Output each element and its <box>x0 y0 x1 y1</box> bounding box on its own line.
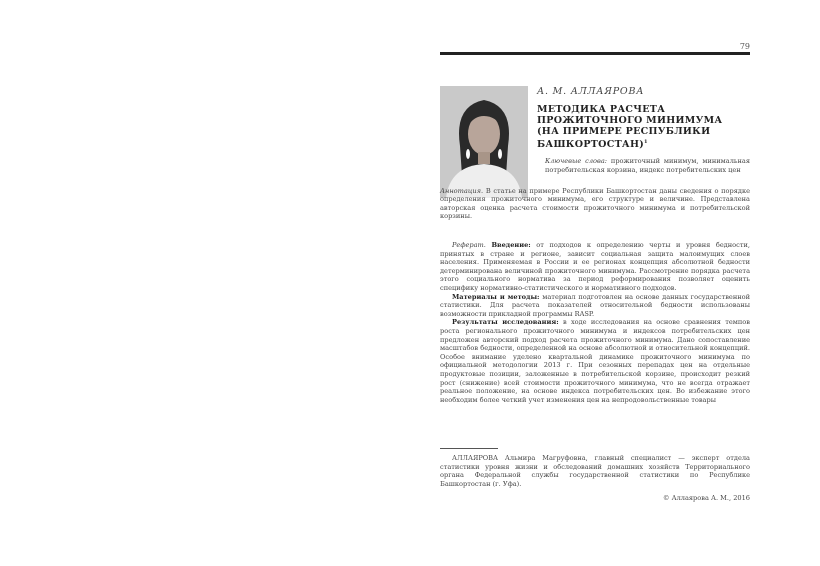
author-footnote <box>440 454 750 488</box>
keywords-text: прожиточный минимум, минимальная потребительская корзина, индекс потребительских цен <box>545 157 750 174</box>
author-name: А. М. АЛЛАЯРОВА <box>537 86 645 97</box>
materials-text: материал подготовлен на основе данных государственной статистики. Для расчета показателей относительной бедности использованы возможности прикладной программы RASP. <box>440 292 750 318</box>
header-rule <box>440 52 750 55</box>
author-photo <box>440 86 528 198</box>
results-text: в ходе исследования на основе сравнения темпов роста регионального прожиточного минимума и индексов потребительских цен предложен авторский подход расчета прожиточного минимума. Дано сопоставление масштабов бедности, определенной на основе абсолютной и относительной концепций. Особое внимание уделено квартальной динамике прожиточного минимума по официальной методологии 2013 г. При сезонных перепадах цен на отдельные продуктовые позиции, заложенные в потребительской корзине, происходит резкий рост (снижение) всей стоимости прожиточного минимума, что не всегда отражает реальное положение, на основе индекса потребительских цен. Во избежание этого необходим более четкий учет изменения цен на непродовольственные товары <box>440 318 750 404</box>
intro-label: Введение: <box>491 241 531 249</box>
article-body <box>440 241 750 404</box>
intro-text: от подходов к определению черты и уровня бедности, принятых в стране и регионе, зависит социальная защита малоимущих слоев населения. Применяемая в России и ее регионах концепция абсолютной бедности детерминирована величиной прожиточного минимума. Рассмотрение порядка расчета этого социального норматива за период реформирования позволяет оценить специфику нормативно-статистического и нормативного подходов. <box>440 241 750 292</box>
title-text: МЕТОДИКА РАСЧЕТА ПРОЖИТОЧНОГО МИНИМУМА (НА ПРИМЕРЕ РЕСПУБЛИКИ БАШКОРТОСТАН) <box>537 104 723 151</box>
portrait-icon <box>440 86 528 198</box>
footnote-text: АЛЛАЯРОВА Альмира Магруфовна, главный специалист — эксперт отдела статистики уровня жизни и обследований домашних хозяйств Территориального органа Федеральной службы государственной статистики по Республике Башкортостан (г. Уфа). <box>440 454 750 488</box>
abstract <box>440 187 750 221</box>
results-label: Результаты исследования: <box>452 318 559 327</box>
title-footnote-mark: 1 <box>644 139 648 145</box>
article-title <box>537 104 747 150</box>
page-number: 79 <box>739 42 750 51</box>
copyright: © Аллаярова А. М., 2016 <box>662 494 750 502</box>
abstract-text: В статье на примере Республики Башкортостан даны сведения о порядке определения прожиточного минимума, его структуре и величине. Представлена авторская оценка расчета стоимости прожиточного минимума и потребительской корзины. <box>440 187 750 221</box>
summary-label: Реферат. <box>452 241 486 249</box>
intro-paragraph <box>440 241 750 293</box>
materials-paragraph <box>440 293 750 319</box>
keywords <box>545 157 750 174</box>
abstract-label: Аннотация. <box>440 187 484 195</box>
keywords-label: Ключевые слова: <box>545 157 607 165</box>
materials-label: Материалы и методы: <box>452 292 540 301</box>
footnote-rule <box>440 448 498 449</box>
results-paragraph <box>440 318 750 404</box>
